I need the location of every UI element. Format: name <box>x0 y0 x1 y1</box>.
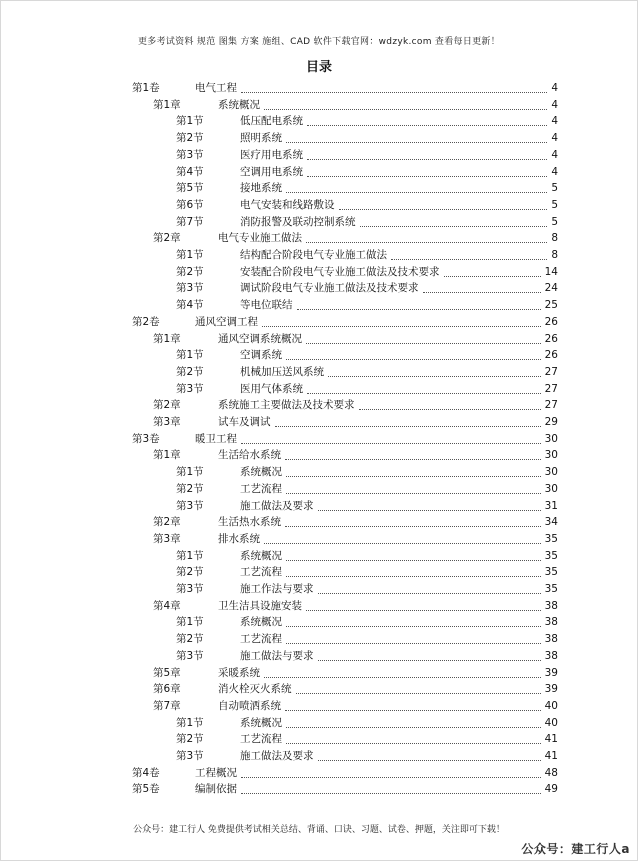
toc-entry-page: 49 <box>544 783 558 796</box>
toc-entry-page: 35 <box>544 566 558 579</box>
toc-entry[interactable] <box>176 247 558 263</box>
toc-entry-title: 低压配电系统 <box>240 115 303 128</box>
toc-entry-page: 34 <box>544 516 558 529</box>
toc-dot-leader <box>307 176 547 177</box>
toc-entry-page: 24 <box>544 282 558 295</box>
toc-entry[interactable] <box>176 614 558 630</box>
toc-entry-page: 26 <box>544 315 558 328</box>
toc-entry-title: 编制依据 <box>195 783 237 796</box>
toc-entry-number: 第4节 <box>176 165 204 178</box>
toc-entry-title: 系统概况 <box>240 549 282 562</box>
toc-entry[interactable] <box>176 548 558 564</box>
toc-dot-leader <box>286 743 541 744</box>
toc-entry[interactable] <box>176 214 558 230</box>
toc-entry-title: 等电位联结 <box>240 299 293 312</box>
toc-entry[interactable] <box>132 765 558 781</box>
toc-entry-page: 26 <box>544 332 558 345</box>
toc-entry-title: 系统概况 <box>240 716 282 729</box>
toc-dot-leader <box>339 209 548 210</box>
toc-entry-page: 8 <box>551 232 558 245</box>
toc-entry[interactable] <box>176 197 558 213</box>
toc-entry-number: 第7章 <box>153 699 181 712</box>
toc-dot-leader <box>241 777 541 778</box>
toc-dot-leader <box>241 793 541 794</box>
toc-entry-number: 第4章 <box>153 599 181 612</box>
toc-entry-page: 39 <box>544 666 558 679</box>
toc-entry[interactable] <box>176 347 558 363</box>
toc-entry[interactable] <box>176 631 558 647</box>
toc-entry[interactable] <box>176 280 558 296</box>
toc-entry-page: 30 <box>544 466 558 479</box>
toc-dot-leader <box>264 543 541 544</box>
toc-entry-number: 第2节 <box>176 482 204 495</box>
toc-entry-page: 38 <box>544 599 558 612</box>
toc-entry[interactable] <box>176 564 558 580</box>
toc-entry-page: 35 <box>544 583 558 595</box>
toc-entry-page: 38 <box>544 616 558 629</box>
toc-entry-number: 第3节 <box>176 649 204 662</box>
toc-entry[interactable] <box>176 364 558 380</box>
toc-entry-title: 暖卫工程 <box>195 432 237 445</box>
toc-entry-number: 第3节 <box>176 148 204 161</box>
toc-dot-leader <box>241 443 541 444</box>
toc-entry-page: 8 <box>551 249 558 261</box>
toc-entry-number: 第1章 <box>153 449 181 462</box>
toc-entry-number: 第2节 <box>176 265 204 278</box>
toc-entry-number: 第3章 <box>153 416 181 428</box>
toc-entry-number: 第3节 <box>176 583 204 595</box>
toc-entry-page: 27 <box>544 399 558 412</box>
toc-entry-number: 第1章 <box>153 98 181 111</box>
toc-entry[interactable] <box>176 164 558 180</box>
toc-entry-page: 31 <box>544 499 558 512</box>
toc-entry[interactable] <box>153 514 558 530</box>
toc-entry[interactable] <box>176 748 558 764</box>
toc-entry-page: 41 <box>544 733 558 746</box>
toc-entry[interactable] <box>176 581 558 597</box>
toc-entry-title: 工艺流程 <box>240 482 282 495</box>
toc-entry-page: 14 <box>544 265 558 278</box>
toc-entry-title: 医用气体系统 <box>240 382 303 395</box>
toc-dot-leader <box>328 376 541 377</box>
toc-entry-number: 第1节 <box>176 616 204 629</box>
toc-entry-title: 照明系统 <box>240 132 282 145</box>
toc-entry-title: 接地系统 <box>240 182 282 195</box>
toc-entry-title: 采暖系统 <box>218 666 260 679</box>
toc-entry-title: 自动喷洒系统 <box>218 699 281 712</box>
toc-entry[interactable] <box>176 113 558 129</box>
toc-entry-title: 通风空调系统概况 <box>218 332 302 345</box>
toc-entry-page: 4 <box>551 115 558 128</box>
toc-entry-number: 第2节 <box>176 733 204 746</box>
toc-entry-title: 结构配合阶段电气专业施工做法 <box>240 249 387 261</box>
toc-entry[interactable] <box>132 781 558 797</box>
toc-entry-number: 第1节 <box>176 716 204 729</box>
toc-entry-title: 排水系统 <box>218 532 260 545</box>
toc-entry-number: 第3卷 <box>132 432 160 445</box>
toc-entry-title: 通风空调工程 <box>195 315 258 328</box>
watermark: 公众号：建工行人a <box>521 842 630 856</box>
toc-entry[interactable] <box>153 698 558 714</box>
toc-dot-leader <box>306 610 541 611</box>
toc-entry-number: 第3节 <box>176 499 204 512</box>
toc-dot-leader <box>297 309 541 310</box>
toc-entry-page: 30 <box>544 482 558 495</box>
toc-entry-page: 5 <box>551 215 558 228</box>
toc-dot-leader <box>286 142 547 143</box>
toc-dot-leader <box>306 242 547 243</box>
toc-entry[interactable] <box>176 498 558 514</box>
toc-entry[interactable] <box>176 381 558 397</box>
toc-entry-title: 工程概况 <box>195 766 237 779</box>
toc-entry-number: 第3节 <box>176 750 204 762</box>
toc-entry-page: 25 <box>544 299 558 312</box>
toc-entry-page: 27 <box>544 365 558 378</box>
toc-entry[interactable] <box>132 314 558 330</box>
toc-dot-leader <box>286 192 547 193</box>
toc-entry-title: 空调系统 <box>240 349 282 362</box>
toc-entry-number: 第5章 <box>153 666 181 679</box>
toc-entry-page: 4 <box>551 132 558 145</box>
toc-dot-leader <box>307 159 547 160</box>
toc-dot-leader <box>318 760 541 761</box>
toc-entry-title: 电气专业施工做法 <box>218 232 302 245</box>
toc-entry[interactable] <box>153 230 558 246</box>
toc-entry-page: 39 <box>544 683 558 696</box>
toc-entry-page: 35 <box>544 549 558 562</box>
toc-entry-number: 第5卷 <box>132 783 160 796</box>
toc-entry-number: 第2节 <box>176 633 204 646</box>
toc-entry-number: 第4卷 <box>132 766 160 779</box>
toc-entry-number: 第2节 <box>176 566 204 579</box>
toc-entry-page: 30 <box>544 432 558 445</box>
toc-dot-leader <box>286 476 541 477</box>
toc-entry-title: 施工做法及要求 <box>240 750 314 762</box>
toc-entry[interactable] <box>176 715 558 731</box>
toc-dot-leader <box>264 677 541 678</box>
toc-dot-leader <box>286 493 541 494</box>
toc-entry-title: 施工做法及要求 <box>240 499 314 512</box>
toc-entry-title: 施工做法与要求 <box>240 649 314 662</box>
toc-entry-number: 第5节 <box>176 182 204 195</box>
toc-dot-leader <box>286 576 541 577</box>
toc-dot-leader <box>359 409 541 410</box>
toc-entry-title: 系统概况 <box>218 98 260 111</box>
toc-dot-leader <box>285 526 541 527</box>
toc-entry[interactable] <box>153 681 558 697</box>
toc-entry[interactable] <box>176 180 558 196</box>
toc-dot-leader <box>285 710 541 711</box>
toc-dot-leader <box>307 125 547 126</box>
toc-entry-page: 40 <box>544 716 558 729</box>
toc-entry-title: 调试阶段电气专业施工做法及技术要求 <box>240 282 419 295</box>
toc-entry-title: 工艺流程 <box>240 733 282 746</box>
toc-entry-page: 5 <box>551 198 558 211</box>
toc-title: 目录 <box>305 60 332 75</box>
toc-entry-title: 机械加压送风系统 <box>240 365 324 378</box>
toc-entry-title: 生活给水系统 <box>218 449 281 462</box>
toc-entry[interactable] <box>153 665 558 681</box>
toc-entry-number: 第7节 <box>176 215 204 228</box>
toc-entry-title: 系统概况 <box>240 616 282 629</box>
toc-entry-title: 卫生洁具设施安装 <box>218 599 302 612</box>
toc-entry-number: 第1章 <box>153 332 181 345</box>
toc-entry-title: 工艺流程 <box>240 633 282 646</box>
toc-entry[interactable] <box>153 598 558 614</box>
toc-entry-page: 38 <box>544 649 558 662</box>
toc-entry-page: 29 <box>544 416 558 428</box>
toc-entry-page: 38 <box>544 633 558 646</box>
toc-dot-leader <box>262 326 541 327</box>
toc-entry-page: 4 <box>551 82 558 94</box>
toc-entry-title: 系统概况 <box>240 466 282 479</box>
toc-entry-title: 消防报警及联动控制系统 <box>240 215 356 228</box>
toc-entry-page: 4 <box>551 148 558 161</box>
toc-dot-leader <box>307 393 541 394</box>
toc-dot-leader <box>286 643 541 644</box>
toc-entry-title: 安装配合阶段电气专业施工做法及技术要求 <box>240 265 440 278</box>
toc-entry-page: 48 <box>544 766 558 779</box>
toc-entry[interactable] <box>132 80 558 96</box>
toc-entry-title: 电气安装和线路敷设 <box>240 198 335 211</box>
toc-entry-page: 26 <box>544 349 558 362</box>
toc-entry-number: 第1卷 <box>132 82 160 94</box>
toc-entry-page: 5 <box>551 182 558 195</box>
toc-entry-number: 第2章 <box>153 232 181 245</box>
toc-entry[interactable] <box>176 731 558 747</box>
toc-dot-leader <box>360 226 548 227</box>
toc-dot-leader <box>286 727 541 728</box>
toc-entry[interactable] <box>132 431 558 447</box>
toc-entry-title: 试车及调试 <box>218 416 271 428</box>
toc-entry-number: 第2节 <box>176 365 204 378</box>
toc-entry[interactable] <box>153 397 558 413</box>
toc-entry-number: 第1节 <box>176 249 204 261</box>
toc-entry-title: 空调用电系统 <box>240 165 303 178</box>
toc-dot-leader <box>423 292 541 293</box>
toc-entry-number: 第1节 <box>176 549 204 562</box>
toc-entry-number: 第3章 <box>153 532 181 545</box>
toc-entry-number: 第6节 <box>176 198 204 211</box>
toc-entry-page: 41 <box>544 750 558 762</box>
toc-dot-leader <box>275 426 541 427</box>
toc-dot-leader <box>286 560 541 561</box>
toc-dot-leader <box>306 343 541 344</box>
toc-entry-number: 第1节 <box>176 466 204 479</box>
toc-entry-number: 第4节 <box>176 299 204 312</box>
toc-entry[interactable] <box>153 97 558 113</box>
toc-dot-leader <box>264 109 547 110</box>
toc-entry[interactable] <box>176 464 558 480</box>
toc-entry-title: 电气工程 <box>195 82 237 94</box>
toc-entry[interactable] <box>153 414 558 430</box>
toc-entry-number: 第1节 <box>176 349 204 362</box>
toc-dot-leader <box>241 92 547 93</box>
toc-entry[interactable] <box>153 531 558 547</box>
toc-entry[interactable] <box>176 481 558 497</box>
toc-entry[interactable] <box>176 147 558 163</box>
toc-dot-leader <box>286 626 541 627</box>
toc-entry-number: 第2卷 <box>132 315 160 328</box>
toc-entry-title: 消火栓灭火系统 <box>218 683 292 696</box>
toc-entry-page: 4 <box>551 98 558 111</box>
toc-entry-number: 第3节 <box>176 282 204 295</box>
toc-entry[interactable] <box>176 648 558 664</box>
toc-entry[interactable] <box>176 297 558 313</box>
footer-note: 公众号：建工行人 免费提供考试相关总结、背诵、口诀、习题、试卷、押题，关注即可下载！ <box>133 825 505 835</box>
toc-entry-number: 第1节 <box>176 115 204 128</box>
toc-entry-page: 30 <box>544 449 558 462</box>
download-banner: 更多考试资料 规范 图集 方案 施组、CAD 软件下载官网：wdzyk.com 查看每日更新！ <box>137 37 501 47</box>
toc-entry-number: 第2章 <box>153 516 181 529</box>
toc-dot-leader <box>318 660 541 661</box>
toc-entry-title: 生活热水系统 <box>218 516 281 529</box>
toc-dot-leader <box>286 359 541 360</box>
toc-entry-title: 工艺流程 <box>240 566 282 579</box>
toc-dot-leader <box>296 693 541 694</box>
toc-entry[interactable] <box>176 264 558 280</box>
toc-dot-leader <box>285 459 541 460</box>
toc-entry[interactable] <box>176 130 558 146</box>
toc-entry-title: 医疗用电系统 <box>240 148 303 161</box>
toc-entry[interactable] <box>153 331 558 347</box>
toc-entry-title: 施工作法与要求 <box>240 583 314 595</box>
toc-entry-page: 27 <box>544 382 558 395</box>
toc-dot-leader <box>391 259 547 260</box>
toc-dot-leader <box>444 276 541 277</box>
toc-entry[interactable] <box>153 447 558 463</box>
toc-entry-title: 系统施工主要做法及技术要求 <box>218 399 355 412</box>
toc-entry-page: 40 <box>544 699 558 712</box>
toc-entry-page: 4 <box>551 165 558 178</box>
toc-entry-page: 35 <box>544 532 558 545</box>
toc-entry-number: 第6章 <box>153 683 181 696</box>
toc-entry-number: 第2章 <box>153 399 181 412</box>
toc-dot-leader <box>318 593 541 594</box>
toc-entry-number: 第2节 <box>176 132 204 145</box>
toc-entry-number: 第3节 <box>176 382 204 395</box>
toc-dot-leader <box>318 510 541 511</box>
